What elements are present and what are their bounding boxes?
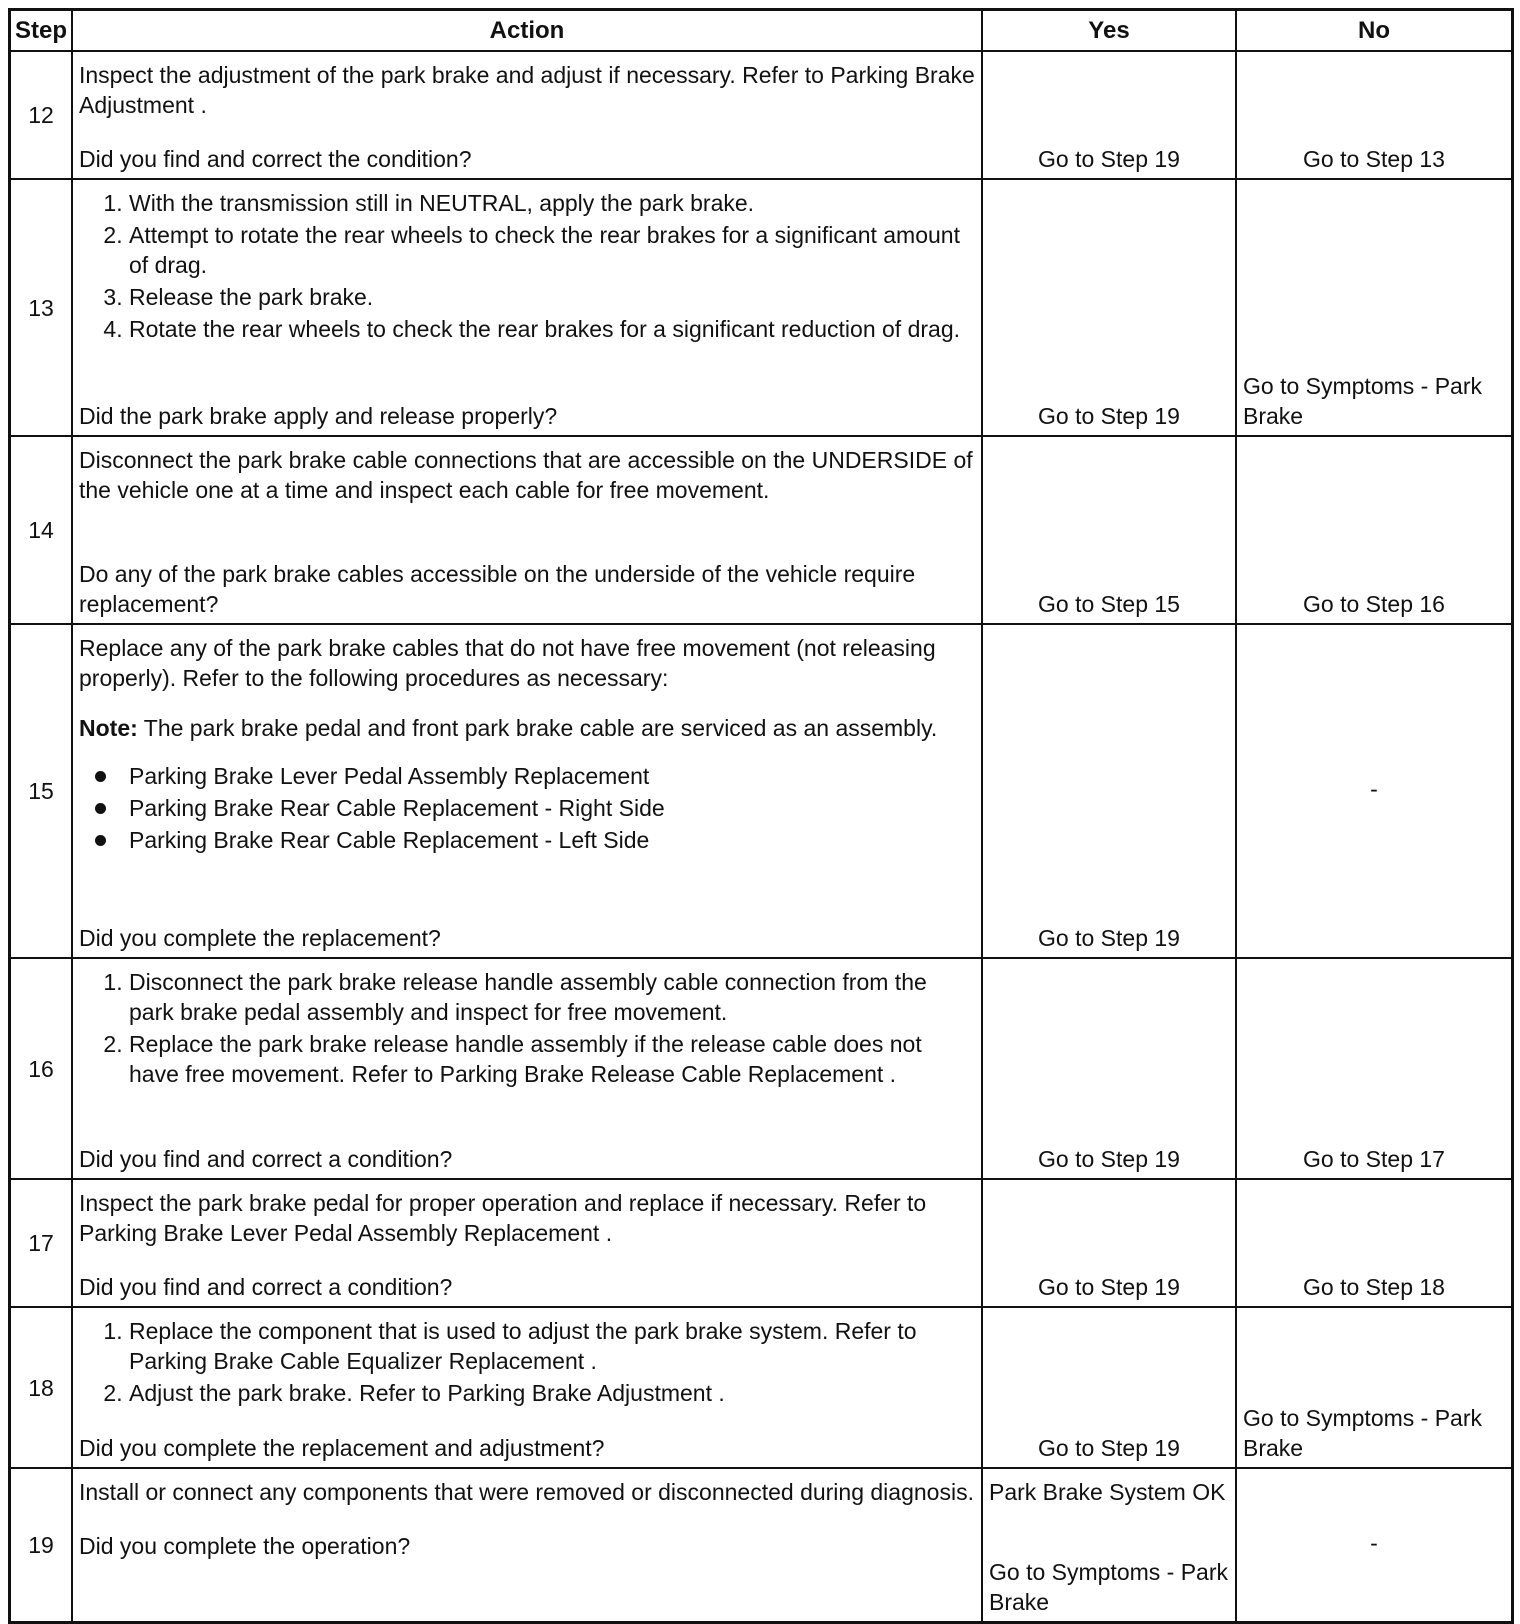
yes-result: Go to Step 15 (1038, 591, 1180, 617)
numbered-list (79, 1316, 975, 1408)
list-item: 3. Release the park brake. (129, 282, 975, 312)
yes-result: Go to Step 19 (1038, 1435, 1180, 1461)
list-item: Parking Brake Rear Cable Replacement - Right Side (129, 793, 975, 823)
no-result: Go to Symptoms - Park Brake (1243, 373, 1483, 429)
numbered-list (79, 967, 975, 1089)
action-text: Inspect the park brake pedal for proper operation and replace if necessary. Refer to Parking Brake Lever Pedal Assembly Replacement . (79, 1190, 927, 1246)
numbered-list (79, 188, 975, 344)
no-cell (1237, 1180, 1511, 1308)
list-item: 1. Disconnect the park brake release handle assembly cable connection from the park brake pedal assembly and inspect for free movement. (129, 967, 975, 1027)
action-question: Did you find and correct a condition? (79, 1274, 453, 1300)
step-number: 13 (11, 180, 73, 437)
list-item: 2. Attempt to rotate the rear wheels to check the rear brakes for a significant amount of drag. (129, 220, 975, 280)
action-text: Inspect the adjustment of the park brake and adjust if necessary. Refer to Parking Brake Adjustment . (79, 62, 975, 118)
action-cell (73, 1308, 983, 1469)
action-question: Did you find and correct the condition? (79, 146, 472, 172)
action-question: Did you complete the operation? (79, 1533, 411, 1559)
yes-result-symptoms: Go to Symptoms - Park Brake (989, 1559, 1229, 1615)
note-label: Note: (79, 715, 138, 741)
step-number: 16 (11, 959, 73, 1180)
no-result: Go to Step 17 (1303, 1146, 1445, 1172)
action-text: Replace any of the park brake cables that do not have free movement (not releasing properly). Refer to the following procedures as necessary: (79, 635, 936, 691)
yes-result: Go to Step 19 (1038, 146, 1180, 172)
no-cell (1237, 959, 1511, 1180)
yes-cell (983, 437, 1237, 625)
no-result: Go to Step 18 (1303, 1274, 1445, 1300)
action-text: Install or connect any components that were removed or disconnected during diagnosis. (79, 1479, 974, 1505)
yes-cell (983, 1469, 1237, 1621)
yes-result: Go to Step 19 (1038, 1274, 1180, 1300)
action-cell (73, 625, 983, 959)
yes-cell (983, 1308, 1237, 1469)
yes-result: Go to Step 19 (1038, 1146, 1180, 1172)
step-number: 15 (11, 625, 73, 959)
action-question: Did you complete the replacement and adjustment? (79, 1435, 605, 1461)
action-cell (73, 180, 983, 437)
header-action: Action (73, 11, 983, 52)
action-cell (73, 1180, 983, 1308)
no-cell (1237, 625, 1511, 959)
yes-cell (983, 625, 1237, 959)
yes-cell (983, 959, 1237, 1180)
header-no: No (1237, 11, 1511, 52)
no-cell (1237, 1469, 1511, 1621)
yes-cell (983, 52, 1237, 180)
header-step: Step (11, 11, 73, 52)
no-cell (1237, 180, 1511, 437)
step-number: 18 (11, 1308, 73, 1469)
list-item: 2. Replace the park brake release handle assembly if the release cable does not have free movement. Refer to Parking Brake Release Cable Replacement . (129, 1029, 975, 1089)
yes-result-ok: Park Brake System OK (989, 1479, 1226, 1505)
yes-cell (983, 180, 1237, 437)
list-item: 2. Adjust the park brake. Refer to Parking Brake Adjustment . (129, 1378, 975, 1408)
header-yes: Yes (983, 11, 1237, 52)
no-result: Go to Step 13 (1303, 146, 1445, 172)
list-item: 4. Rotate the rear wheels to check the rear brakes for a significant reduction of drag. (129, 314, 975, 344)
yes-cell (983, 1180, 1237, 1308)
action-question: Did the park brake apply and release properly? (79, 403, 558, 429)
bullet-list (79, 761, 975, 855)
action-question: Do any of the park brake cables accessible on the underside of the vehicle require replacement? (79, 561, 916, 617)
no-result: - (1370, 1530, 1378, 1556)
step-number: 19 (11, 1469, 73, 1621)
list-item: 1. Replace the component that is used to adjust the park brake system. Refer to Parking Brake Cable Equalizer Replacement . (129, 1316, 975, 1376)
yes-result: Go to Step 19 (1038, 925, 1180, 951)
step-number: 17 (11, 1180, 73, 1308)
action-cell (73, 52, 983, 180)
diagnostic-table (8, 8, 1514, 1624)
no-cell (1237, 437, 1511, 625)
no-result: - (1370, 776, 1378, 802)
step-number: 14 (11, 437, 73, 625)
note (79, 713, 975, 743)
list-item: Parking Brake Rear Cable Replacement - Left Side (129, 825, 975, 855)
action-cell (73, 959, 983, 1180)
step-number: 12 (11, 52, 73, 180)
action-cell (73, 1469, 983, 1621)
action-question: Did you find and correct a condition? (79, 1146, 453, 1172)
action-question: Did you complete the replacement? (79, 925, 441, 951)
no-cell (1237, 52, 1511, 180)
note-text: The park brake pedal and front park brake cable are serviced as an assembly. (143, 715, 938, 741)
list-item: 1. With the transmission still in NEUTRAL, apply the park brake. (129, 188, 975, 218)
yes-result: Go to Step 19 (1038, 403, 1180, 429)
no-cell (1237, 1308, 1511, 1469)
no-result: Go to Symptoms - Park Brake (1243, 1405, 1483, 1461)
action-text: Disconnect the park brake cable connections that are accessible on the UNDERSIDE of the vehicle one at a time and inspect each cable for free movement. (79, 447, 973, 503)
list-item: Parking Brake Lever Pedal Assembly Replacement (129, 761, 975, 791)
action-cell (73, 437, 983, 625)
no-result: Go to Step 16 (1303, 591, 1445, 617)
